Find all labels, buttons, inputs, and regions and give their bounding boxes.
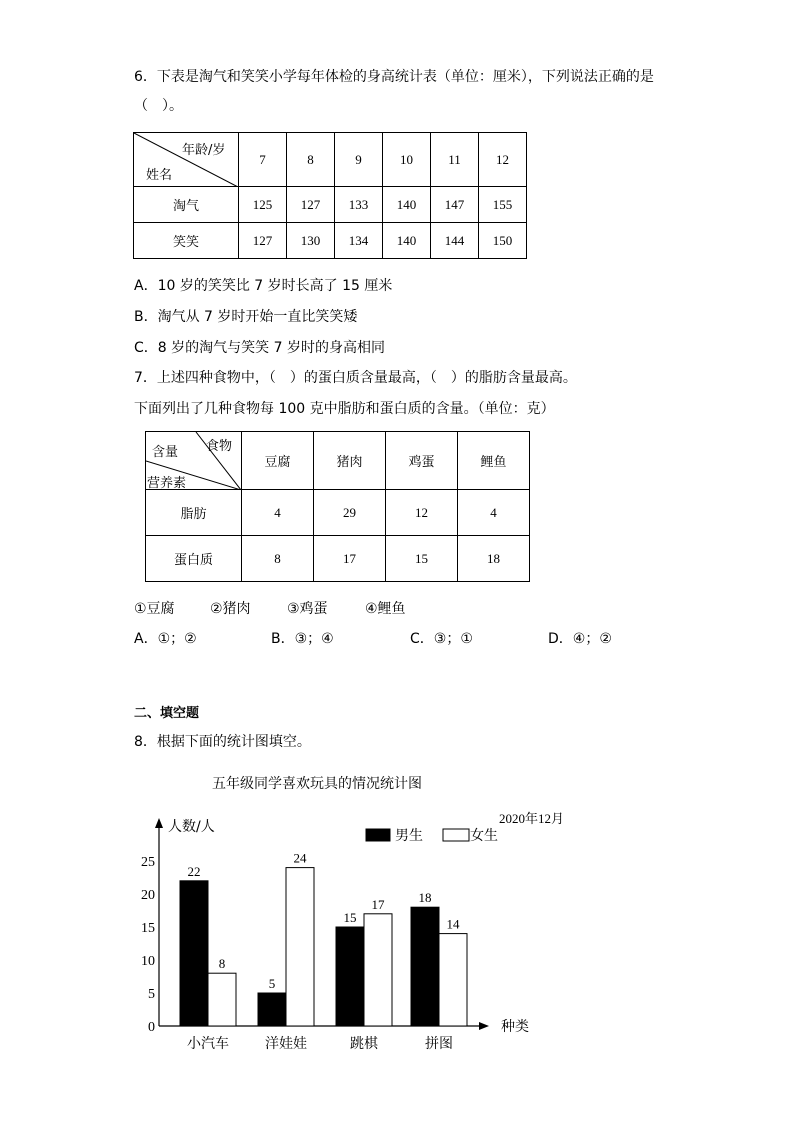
q7-corner-amount: 含量 xyxy=(152,445,179,460)
bar xyxy=(439,934,467,1026)
q7-food-header: 鲤鱼 xyxy=(458,432,530,490)
q7-option-b: B．③；④ xyxy=(271,631,334,647)
q7-corner-nutrient: 营养素 xyxy=(147,476,187,491)
legend-label-boys: 男生 xyxy=(395,828,423,844)
q6-row-name: 笑笑 xyxy=(134,223,239,259)
table-cell: 134 xyxy=(335,223,383,259)
x-category-label: 跳棋 xyxy=(350,1036,378,1052)
bar-value-label: 24 xyxy=(293,850,307,866)
table-cell: 130 xyxy=(287,223,335,259)
x-category-label: 小汽车 xyxy=(187,1036,229,1052)
table-cell: 4 xyxy=(242,490,314,536)
q6-age-header: 10 xyxy=(383,133,431,187)
bar-value-label: 14 xyxy=(446,916,460,932)
q7-corner-food: 食物 xyxy=(206,439,233,454)
q7-option-d: D．④；② xyxy=(548,631,612,647)
bar-value-label: 18 xyxy=(418,890,432,906)
q6-option-c: C．8 岁的淘气与笑笑 7 岁时的身高相同 xyxy=(134,340,385,356)
y-tick-label: 15 xyxy=(141,921,155,936)
table-cell: 17 xyxy=(314,536,386,582)
y-axis-arrow xyxy=(155,818,163,828)
table-cell: 133 xyxy=(335,187,383,223)
q7-item: ①豆腐 xyxy=(134,601,175,617)
q7-food-header: 豆腐 xyxy=(242,432,314,490)
x-category-label: 拼图 xyxy=(425,1036,453,1052)
y-tick-label: 0 xyxy=(148,1020,155,1035)
bar-value-label: 15 xyxy=(343,910,357,925)
y-axis-label: 人数/人 xyxy=(168,819,215,835)
bar xyxy=(180,881,208,1026)
table-cell: 15 xyxy=(386,536,458,582)
q7-option-c: C．③；① xyxy=(410,631,473,647)
q6-age-header: 7 xyxy=(239,133,287,187)
table-cell: 140 xyxy=(383,223,431,259)
q6-option-b: B．淘气从 7 岁时开始一直比笑笑矮 xyxy=(134,309,358,325)
q6-stem-line2: （ ）。 xyxy=(134,98,183,114)
bar xyxy=(336,927,364,1026)
bar-value-label: 5 xyxy=(268,976,276,991)
q7-row-name: 脂肪 xyxy=(146,490,242,536)
q6-age-header: 12 xyxy=(479,133,527,187)
q7-food-header: 猪肉 xyxy=(314,432,386,490)
table-cell: 18 xyxy=(458,536,530,582)
table-cell: 127 xyxy=(287,187,335,223)
table-cell: 150 xyxy=(479,223,527,259)
q7-row-name: 蛋白质 xyxy=(146,536,242,582)
table-cell: 144 xyxy=(431,223,479,259)
y-tick-label: 10 xyxy=(141,954,155,969)
bar xyxy=(258,993,286,1026)
bar-value-label: 22 xyxy=(187,863,201,879)
bar xyxy=(411,907,439,1026)
y-tick-label: 20 xyxy=(141,888,155,903)
table-cell: 12 xyxy=(386,490,458,536)
table-cell: 155 xyxy=(479,187,527,223)
q8-stem: 8．根据下面的统计图填空。 xyxy=(134,734,311,750)
x-category-label: 洋娃娃 xyxy=(265,1036,307,1052)
q7-item: ④鲤鱼 xyxy=(365,601,406,617)
x-axis-label: 种类 xyxy=(501,1019,529,1035)
q6-row-name: 淘气 xyxy=(134,187,239,223)
q6-corner-age: 年龄/岁 xyxy=(182,143,226,158)
q7-item: ②猪肉 xyxy=(210,601,251,617)
chart-date: 2020年12月 xyxy=(499,811,565,826)
y-tick-label: 5 xyxy=(148,987,155,1002)
q6-corner-name: 姓名 xyxy=(146,168,173,183)
q6-age-header: 9 xyxy=(335,133,383,187)
bar xyxy=(286,868,314,1026)
q7-intro: 下面列出了几种食物每 100 克中脂肪和蛋白质的含量。（单位：克） xyxy=(134,401,555,417)
q6-age-header: 8 xyxy=(287,133,335,187)
q7-item: ③鸡蛋 xyxy=(287,601,328,617)
x-axis-arrow xyxy=(479,1022,489,1030)
bar xyxy=(364,914,392,1026)
legend-swatch-boys xyxy=(366,829,390,841)
chart-title: 五年级同学喜欢玩具的情况统计图 xyxy=(212,776,422,792)
table-cell: 127 xyxy=(239,223,287,259)
y-tick-label: 25 xyxy=(141,855,155,870)
table-cell: 125 xyxy=(239,187,287,223)
bar-value-label: 8 xyxy=(218,956,226,972)
q6-stem-line1: 6．下表是淘气和笑笑小学每年体检的身高统计表（单位：厘米），下列说法正确的是 xyxy=(134,69,654,85)
legend-swatch-girls xyxy=(443,829,469,841)
q6-age-header: 11 xyxy=(431,133,479,187)
table-cell: 147 xyxy=(431,187,479,223)
section-title: 二、填空题 xyxy=(134,706,200,721)
q7-food-header: 鸡蛋 xyxy=(386,432,458,490)
legend-label-girls: 女生 xyxy=(470,828,498,844)
q7-option-a: A．①；② xyxy=(134,631,197,647)
table-cell: 29 xyxy=(314,490,386,536)
q6-option-a: A．10 岁的笑笑比 7 岁时长高了 15 厘米 xyxy=(134,278,393,294)
table-cell: 140 xyxy=(383,187,431,223)
bar-value-label: 17 xyxy=(371,896,385,912)
table-cell: 8 xyxy=(242,536,314,582)
table-cell: 4 xyxy=(458,490,530,536)
q7-stem: 7．上述四种食物中，（ ）的蛋白质含量最高，（ ）的脂肪含量最高。 xyxy=(134,370,577,386)
bar xyxy=(208,973,236,1026)
